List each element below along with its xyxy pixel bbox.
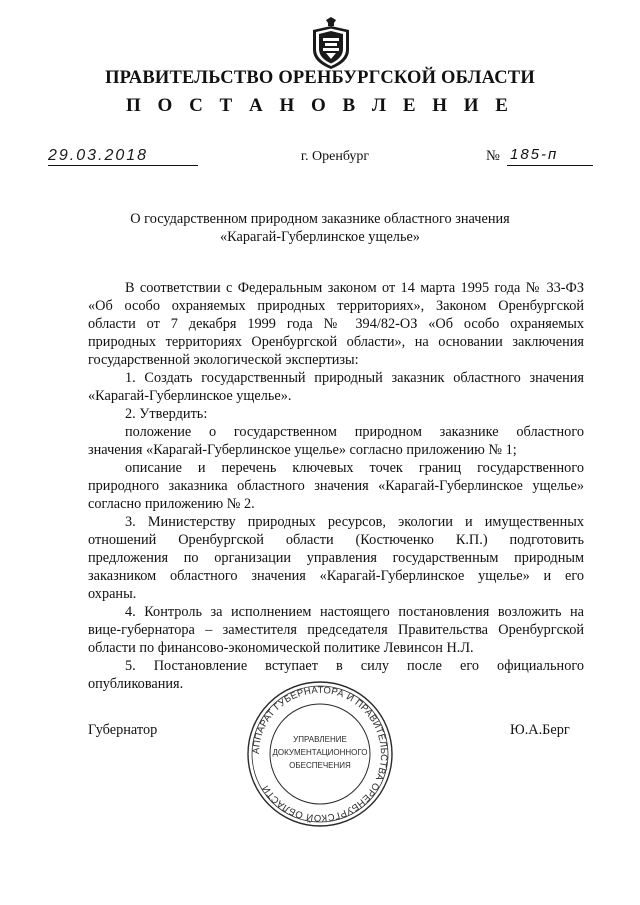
number-label: № [486, 148, 500, 164]
body-line: «Об особо охраняемых природных территориях», Законом Оренбургской [88, 298, 584, 314]
body-line: предложения по организации управления государственным природным [88, 550, 584, 566]
document-number: 185-п [510, 146, 559, 163]
body-line: природных территориях Оренбургской области», на основании заключения [88, 334, 584, 350]
coat-of-arms-emblem [310, 16, 352, 70]
body-line: «Карагай-Губерлинское ущелье». [88, 388, 292, 404]
date-underline [48, 165, 198, 166]
title-line: «Карагай-Губерлинское ущелье» [220, 229, 420, 245]
organization-name: ПРАВИТЕЛЬСТВО ОРЕНБУРГСКОЙ ОБЛАСТИ [105, 68, 535, 88]
title-line: О государственном природном заказнике областного значения [130, 211, 510, 227]
body-line: 5. Постановление вступает в силу после его официального [125, 658, 584, 674]
number-underline [507, 165, 593, 166]
body-line: заказником областного значения «Карагай-Губерлинское ущелье» и его [88, 568, 584, 584]
body-line: области по финансово-экономической политике Левинсон Н.Л. [88, 640, 474, 656]
body-line: описание и перечень ключевых точек границ государственного [125, 460, 584, 476]
body-line: области от 7 декабря 1999 года № 394/82-ОЗ «Об особо охраняемых [88, 316, 584, 332]
body-line: охраны. [88, 586, 137, 602]
signatory-position: Губернатор [88, 722, 158, 738]
body-line: вице-губернатора – заместителя председателя Правительства Оренбургской [88, 622, 584, 638]
body-line: положение о государственном природном заказнике областного [125, 424, 584, 440]
body-line: значения «Карагай-Губерлинское ущелье» согласно приложению № 1; [88, 442, 517, 458]
stamp-ring-text: АППАРАТ ГУБЕРНАТОРА И ПРАВИТЕЛЬСТВА ОРЕНБУРГСКОЙ ОБЛАСТИ [250, 684, 390, 824]
stamp-center-line: ДОКУМЕНТАЦИОННОГО [272, 748, 368, 757]
body-line: опубликования. [88, 676, 184, 692]
body-line: 2. Утвердить: [125, 406, 208, 422]
document-date: 29.03.2018 [48, 147, 149, 164]
body-line: 4. Контроль за исполнением настоящего постановления возложить на [125, 604, 584, 620]
document-type: П О С Т А Н О В Л Е Н И Е [126, 95, 514, 116]
body-line: государственной экологической экспертизы: [88, 352, 359, 368]
document-body [88, 279, 584, 693]
official-stamp [245, 679, 395, 829]
body-line: В соответствии с Федеральным законом от 14 марта 1995 года № 33-ФЗ [125, 280, 584, 296]
signatory-name: Ю.А.Берг [510, 722, 570, 738]
body-line: согласно приложению № 2. [88, 496, 255, 512]
body-line: отношений Оренбургской области (Костюченко К.П.) подготовить [88, 532, 584, 548]
document-city: г. Оренбург [300, 149, 370, 164]
body-line: 1. Создать государственный природный заказник областного значения [125, 370, 584, 386]
stamp-center-line: УПРАВЛЕНИЕ [293, 735, 347, 744]
document-title [0, 210, 640, 246]
body-line: 3. Министерству природных ресурсов, экологии и имущественных [125, 514, 584, 530]
body-line: природного заказника областного значения «Карагай-Губерлинское ущелье» [88, 478, 584, 494]
stamp-center-line: ОБЕСПЕЧЕНИЯ [289, 761, 351, 770]
